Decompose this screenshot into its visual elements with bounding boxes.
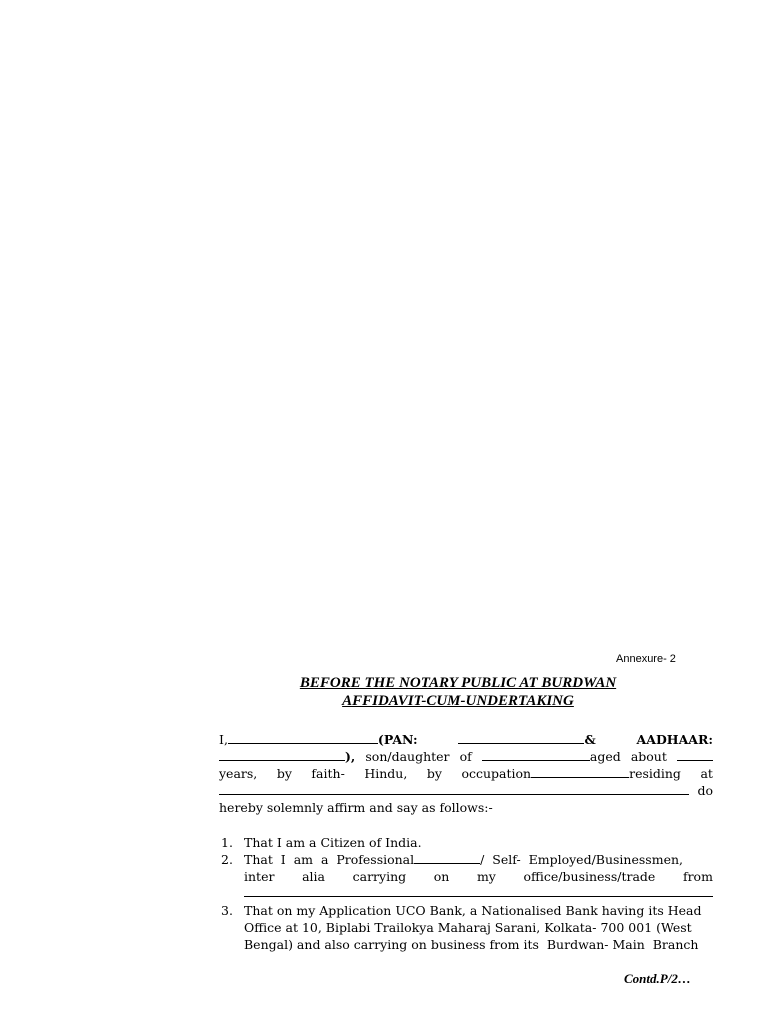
item-2-line-3 xyxy=(244,885,713,897)
intro-line-5: hereby solemnly affirm and say as follows:- xyxy=(219,800,493,815)
intro-line-2: ), son/daughter of aged about xyxy=(219,748,713,765)
item-3-number: 3. xyxy=(221,903,233,918)
continued-label: Contd.P/2… xyxy=(624,971,691,986)
item-3-line-1: That on my Application UCO Bank, a Nationalised Bank having its Head xyxy=(244,903,702,918)
item-2-line-2: inter alia carrying on my office/business/trade from xyxy=(244,869,713,884)
annexure-label: Annexure- 2 xyxy=(616,653,676,665)
intro-line-4: do xyxy=(219,782,713,799)
item-3-line-3: Bengal) and also carrying on business from its Burdwan- Main Branch xyxy=(244,937,699,952)
intro-line-3: years, by faith- Hindu, by occupation residing at xyxy=(219,766,713,781)
title-notary: BEFORE THE NOTARY PUBLIC AT BURDWAN xyxy=(299,675,617,691)
intro-line-1: I, (PAN: & AADHAAR: xyxy=(219,732,713,747)
item-1-line: That I am a Citizen of India. xyxy=(244,835,422,850)
item-1-number: 1. xyxy=(221,835,233,850)
title-affidavit: AFFIDAVIT-CUM-UNDERTAKING xyxy=(342,693,574,709)
item-2-line-1: That I am a Professional / Self- Employed/Businessmen, xyxy=(244,852,683,867)
item-2-number: 2. xyxy=(221,852,233,867)
item-3-line-2: Office at 10, Biplabi Trailokya Maharaj Sarani, Kolkata- 700 001 (West xyxy=(244,920,692,935)
